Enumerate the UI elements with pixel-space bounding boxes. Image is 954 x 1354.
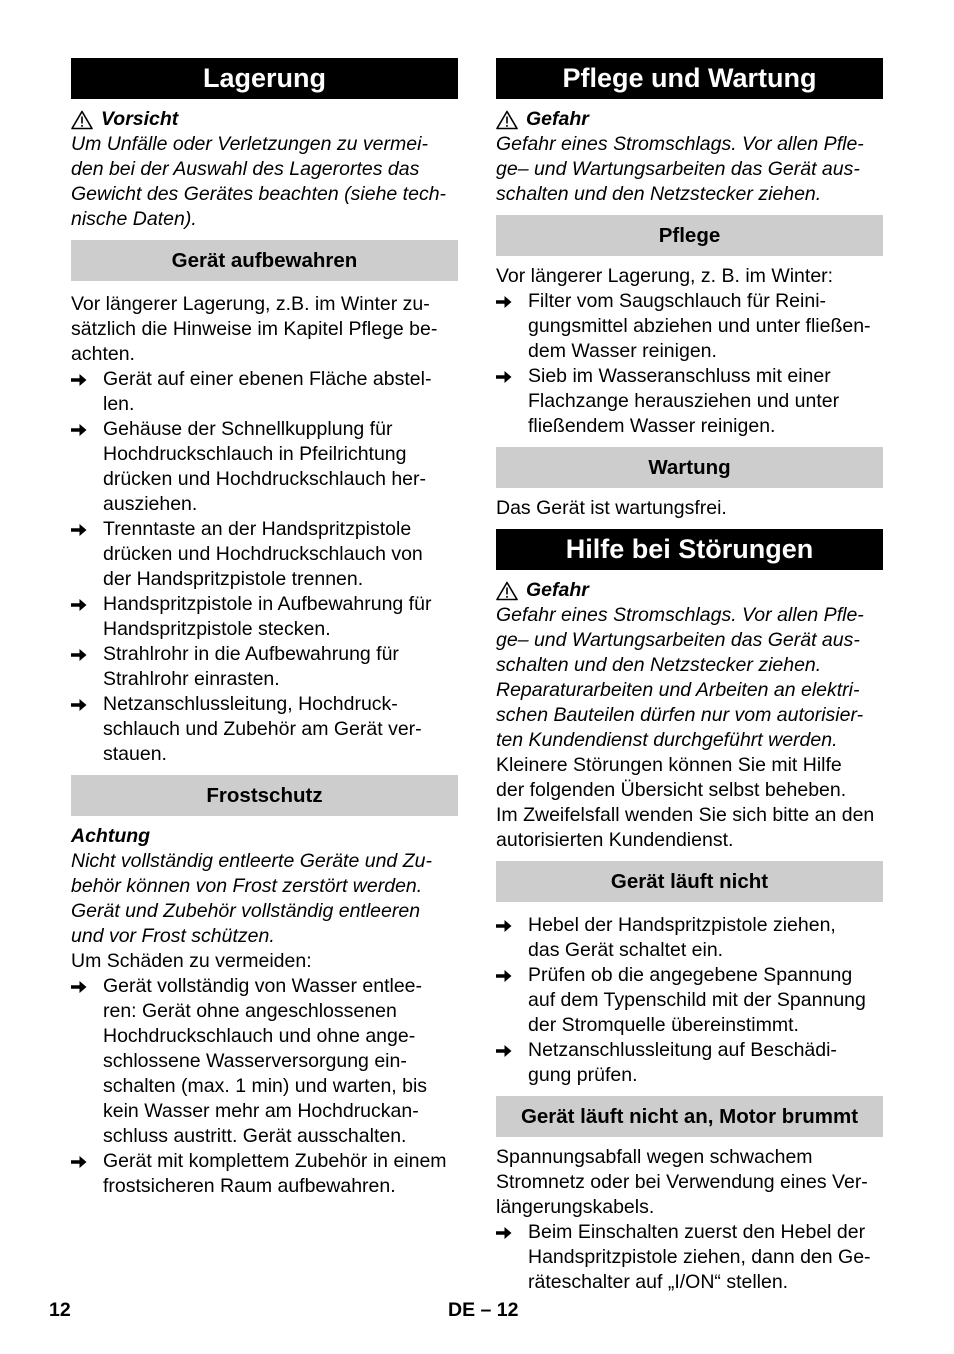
right-column xyxy=(496,58,883,1295)
list-item-text-line: Hochdruckschlauch und ohne ange- xyxy=(103,1025,416,1047)
list-item-text-line: Handspritzpistole in Aufbewahrung für xyxy=(103,593,432,615)
list-item xyxy=(496,289,883,364)
subsection-title-pflege: Pflege xyxy=(496,215,883,256)
warning-triangle-icon xyxy=(496,110,518,130)
list-item-text-line: Hochdruckschlauch in Pfeilrichtung xyxy=(103,443,407,465)
arrow-right-icon xyxy=(71,517,103,542)
text-line: Im Zweifelsfall wenden Sie sich bitte an den xyxy=(496,804,875,826)
text-line: Kleinere Störungen können Sie mit Hilfe xyxy=(496,754,842,776)
list-item xyxy=(496,913,883,963)
arrow-right-icon xyxy=(71,974,103,999)
text-line: der folgenden Übersicht selbst beheben. xyxy=(496,779,847,801)
list-item xyxy=(496,1038,883,1088)
list-item-text-line: der Stromquelle übereinstimmt. xyxy=(528,1014,799,1036)
list-item-text-line: gung prüfen. xyxy=(528,1064,638,1086)
list-item-text-line: Gerät auf einer ebenen Fläche abstel- xyxy=(103,368,432,390)
list-item-text-line: Prüfen ob die angegebene Spannung xyxy=(528,964,853,986)
list-item-text-line: kein Wasser mehr am Hochdruckan- xyxy=(103,1100,419,1122)
pflege-intro: Vor längerer Lagerung, z. B. im Winter: xyxy=(496,265,834,287)
achtung-text xyxy=(71,849,458,949)
subsection-title-frostschutz: Frostschutz xyxy=(71,775,458,816)
list-item-text-line: schlauch und Zubehör am Gerät ver- xyxy=(103,718,422,740)
list-item-text-line: fließendem Wasser reinigen. xyxy=(528,415,776,437)
pflege-steps xyxy=(496,289,883,439)
list-item-text-line: Gerät vollständig von Wasser entlee- xyxy=(103,975,423,997)
left-column xyxy=(71,58,458,1199)
warning-triangle-icon xyxy=(496,581,518,601)
gefahr-heading-2 xyxy=(496,578,883,603)
gefahr-label-2: Gefahr xyxy=(526,579,589,601)
list-item-text-line: auf dem Typenschild mit der Spannung xyxy=(528,989,866,1011)
text-line: und vor Frost schützen. xyxy=(71,925,275,947)
page-number: 12 xyxy=(49,1299,71,1321)
text-line: Gefahr eines Stromschlags. Vor allen Pfle- xyxy=(496,604,864,626)
warning-triangle-icon xyxy=(71,110,93,130)
text-line: sätzlich die Hinweise im Kapitel Pflege be- xyxy=(71,318,438,340)
list-item-text-line: Gerät mit komplettem Zubehör in einem xyxy=(103,1150,447,1172)
achtung-label: Achtung xyxy=(71,825,151,847)
list-item-text-line: frostsicheren Raum aufbewahren. xyxy=(103,1175,396,1197)
list-item xyxy=(496,963,883,1038)
list-item-text-line: Handspritzpistole ziehen, dann den Ge- xyxy=(528,1246,871,1268)
list-item-text-line: der Handspritzpistole trennen. xyxy=(103,568,364,590)
vorsicht-label: Vorsicht xyxy=(101,108,179,130)
hilfe-intro xyxy=(496,753,883,853)
list-item-text-line: Strahlrohr einrasten. xyxy=(103,668,280,690)
gefahr-text-1 xyxy=(496,132,883,207)
text-line: Reparaturarbeiten und Arbeiten an elektri- xyxy=(496,679,860,701)
text-line: schalten und den Netzstecker ziehen. xyxy=(496,654,822,676)
text-line: Gerät und Zubehör vollständig entleeren xyxy=(71,900,421,922)
list-item-text-line: Handspritzpistole stecken. xyxy=(103,618,331,640)
text-line: den bei der Auswahl des Lagerortes das xyxy=(71,158,420,180)
text-line: Vor längerer Lagerung, z.B. im Winter zu- xyxy=(71,293,430,315)
subsection-title-motor-brummt: Gerät läuft nicht an, Motor brummt xyxy=(496,1096,883,1137)
list-item xyxy=(71,367,458,417)
arrow-right-icon xyxy=(71,1149,103,1174)
list-item-text-line: gungsmittel abziehen und unter fließen- xyxy=(528,315,871,337)
arrow-right-icon xyxy=(71,692,103,717)
text-line: Stromnetz oder bei Verwendung eines Ver- xyxy=(496,1171,868,1193)
brummt-steps xyxy=(496,1220,883,1295)
list-item xyxy=(71,642,458,692)
text-line: Gefahr eines Stromschlags. Vor allen Pfle- xyxy=(496,133,864,155)
list-item-text-line: Strahlrohr in die Aufbewahrung für xyxy=(103,643,399,665)
text-line: autorisierten Kundendienst. xyxy=(496,829,734,851)
list-item-text-line: Trenntaste an der Handspritzpistole xyxy=(103,518,412,540)
list-item xyxy=(71,517,458,592)
text-line: Gewicht des Gerätes beachten (siehe tech- xyxy=(71,183,447,205)
list-item-text-line: Sieb im Wasseranschluss mit einer xyxy=(528,365,831,387)
section-title-hilfe-bei-stoerungen: Hilfe bei Störungen xyxy=(496,529,883,570)
list-item-text-line: Beim Einschalten zuerst den Hebel der xyxy=(528,1221,866,1243)
gefahr-text-2 xyxy=(496,603,883,753)
list-item-text-line: Filter vom Saugschlauch für Reini- xyxy=(528,290,827,312)
vorsicht-heading xyxy=(71,107,458,132)
subsection-title-wartung: Wartung xyxy=(496,447,883,488)
arrow-right-icon xyxy=(71,592,103,617)
text-line: ten Kundendienst durchgeführt werden. xyxy=(496,729,838,751)
list-item-text-line: dem Wasser reinigen. xyxy=(528,340,717,362)
wartung-text: Das Gerät ist wartungsfrei. xyxy=(496,497,727,519)
list-item-text-line: drücken und Hochdruckschlauch von xyxy=(103,543,423,565)
list-item-text-line: schalten (max. 1 min) und warten, bis xyxy=(103,1075,428,1097)
list-item-text-line: Flachzange herausziehen und unter xyxy=(528,390,840,412)
list-item-text-line: das Gerät schaltet ein. xyxy=(528,939,724,961)
section-title-pflege-und-wartung: Pflege und Wartung xyxy=(496,58,883,99)
gefahr-label-1: Gefahr xyxy=(526,108,589,130)
list-item xyxy=(71,592,458,642)
arrow-right-icon xyxy=(71,642,103,667)
list-item xyxy=(71,974,458,1149)
laeuft-nicht-steps xyxy=(496,913,883,1088)
text-line: ge– und Wartungsarbeiten das Gerät aus- xyxy=(496,158,860,180)
list-item-text-line: stauen. xyxy=(103,743,167,765)
text-line: Spannungsabfall wegen schwachem xyxy=(496,1146,813,1168)
section-title-lagerung: Lagerung xyxy=(71,58,458,99)
arrow-right-icon xyxy=(496,1220,528,1245)
list-item-text-line: ren: Gerät ohne angeschlossenen xyxy=(103,1000,397,1022)
text-line: Um Unfälle oder Verletzungen zu vermei- xyxy=(71,133,428,155)
list-item xyxy=(496,364,883,439)
list-item-text-line: ausziehen. xyxy=(103,493,198,515)
arrow-right-icon xyxy=(496,1038,528,1063)
aufbewahren-intro xyxy=(71,292,458,367)
brummt-intro xyxy=(496,1145,883,1220)
list-item-text-line: Gehäuse der Schnellkupplung für xyxy=(103,418,393,440)
frost-intro: Um Schäden zu vermeiden: xyxy=(71,950,312,972)
list-item-text-line: Netzanschlussleitung, Hochdruck- xyxy=(103,693,398,715)
list-item-text-line: Hebel der Handspritzpistole ziehen, xyxy=(528,914,836,936)
arrow-right-icon xyxy=(71,417,103,442)
text-line: Nicht vollständig entleerte Geräte und Zu- xyxy=(71,850,432,872)
subsection-title-geraet-aufbewahren: Gerät aufbewahren xyxy=(71,240,458,281)
vorsicht-text xyxy=(71,132,458,232)
list-item xyxy=(71,1149,458,1199)
arrow-right-icon xyxy=(496,289,528,314)
text-line: ge– und Wartungsarbeiten das Gerät aus- xyxy=(496,629,860,651)
arrow-right-icon xyxy=(496,913,528,938)
aufbewahren-steps xyxy=(71,367,458,767)
text-line: schalten und den Netzstecker ziehen. xyxy=(496,183,822,205)
text-line: achten. xyxy=(71,343,135,365)
list-item xyxy=(71,417,458,517)
arrow-right-icon xyxy=(71,367,103,392)
page-label: DE – 12 xyxy=(448,1299,519,1321)
list-item-text-line: len. xyxy=(103,393,135,415)
list-item xyxy=(496,1220,883,1295)
text-line: behör können von Frost zerstört werden. xyxy=(71,875,423,897)
list-item-text-line: Netzanschlussleitung auf Beschädi- xyxy=(528,1039,837,1061)
gefahr-heading-1 xyxy=(496,107,883,132)
subsection-title-geraet-laeuft-nicht: Gerät läuft nicht xyxy=(496,861,883,902)
arrow-right-icon xyxy=(496,963,528,988)
frost-steps xyxy=(71,974,458,1199)
list-item-text-line: räteschalter auf „I/ON“ stellen. xyxy=(528,1271,789,1293)
list-item xyxy=(71,692,458,767)
list-item-text-line: drücken und Hochdruckschlauch her- xyxy=(103,468,427,490)
arrow-right-icon xyxy=(496,364,528,389)
text-line: schen Bauteilen dürfen nur vom autorisier- xyxy=(496,704,864,726)
text-line: längerungskabels. xyxy=(496,1196,655,1218)
list-item-text-line: schlossene Wasserversorgung ein- xyxy=(103,1050,407,1072)
list-item-text-line: schluss austritt. Gerät ausschalten. xyxy=(103,1125,407,1147)
text-line: nische Daten). xyxy=(71,208,197,230)
